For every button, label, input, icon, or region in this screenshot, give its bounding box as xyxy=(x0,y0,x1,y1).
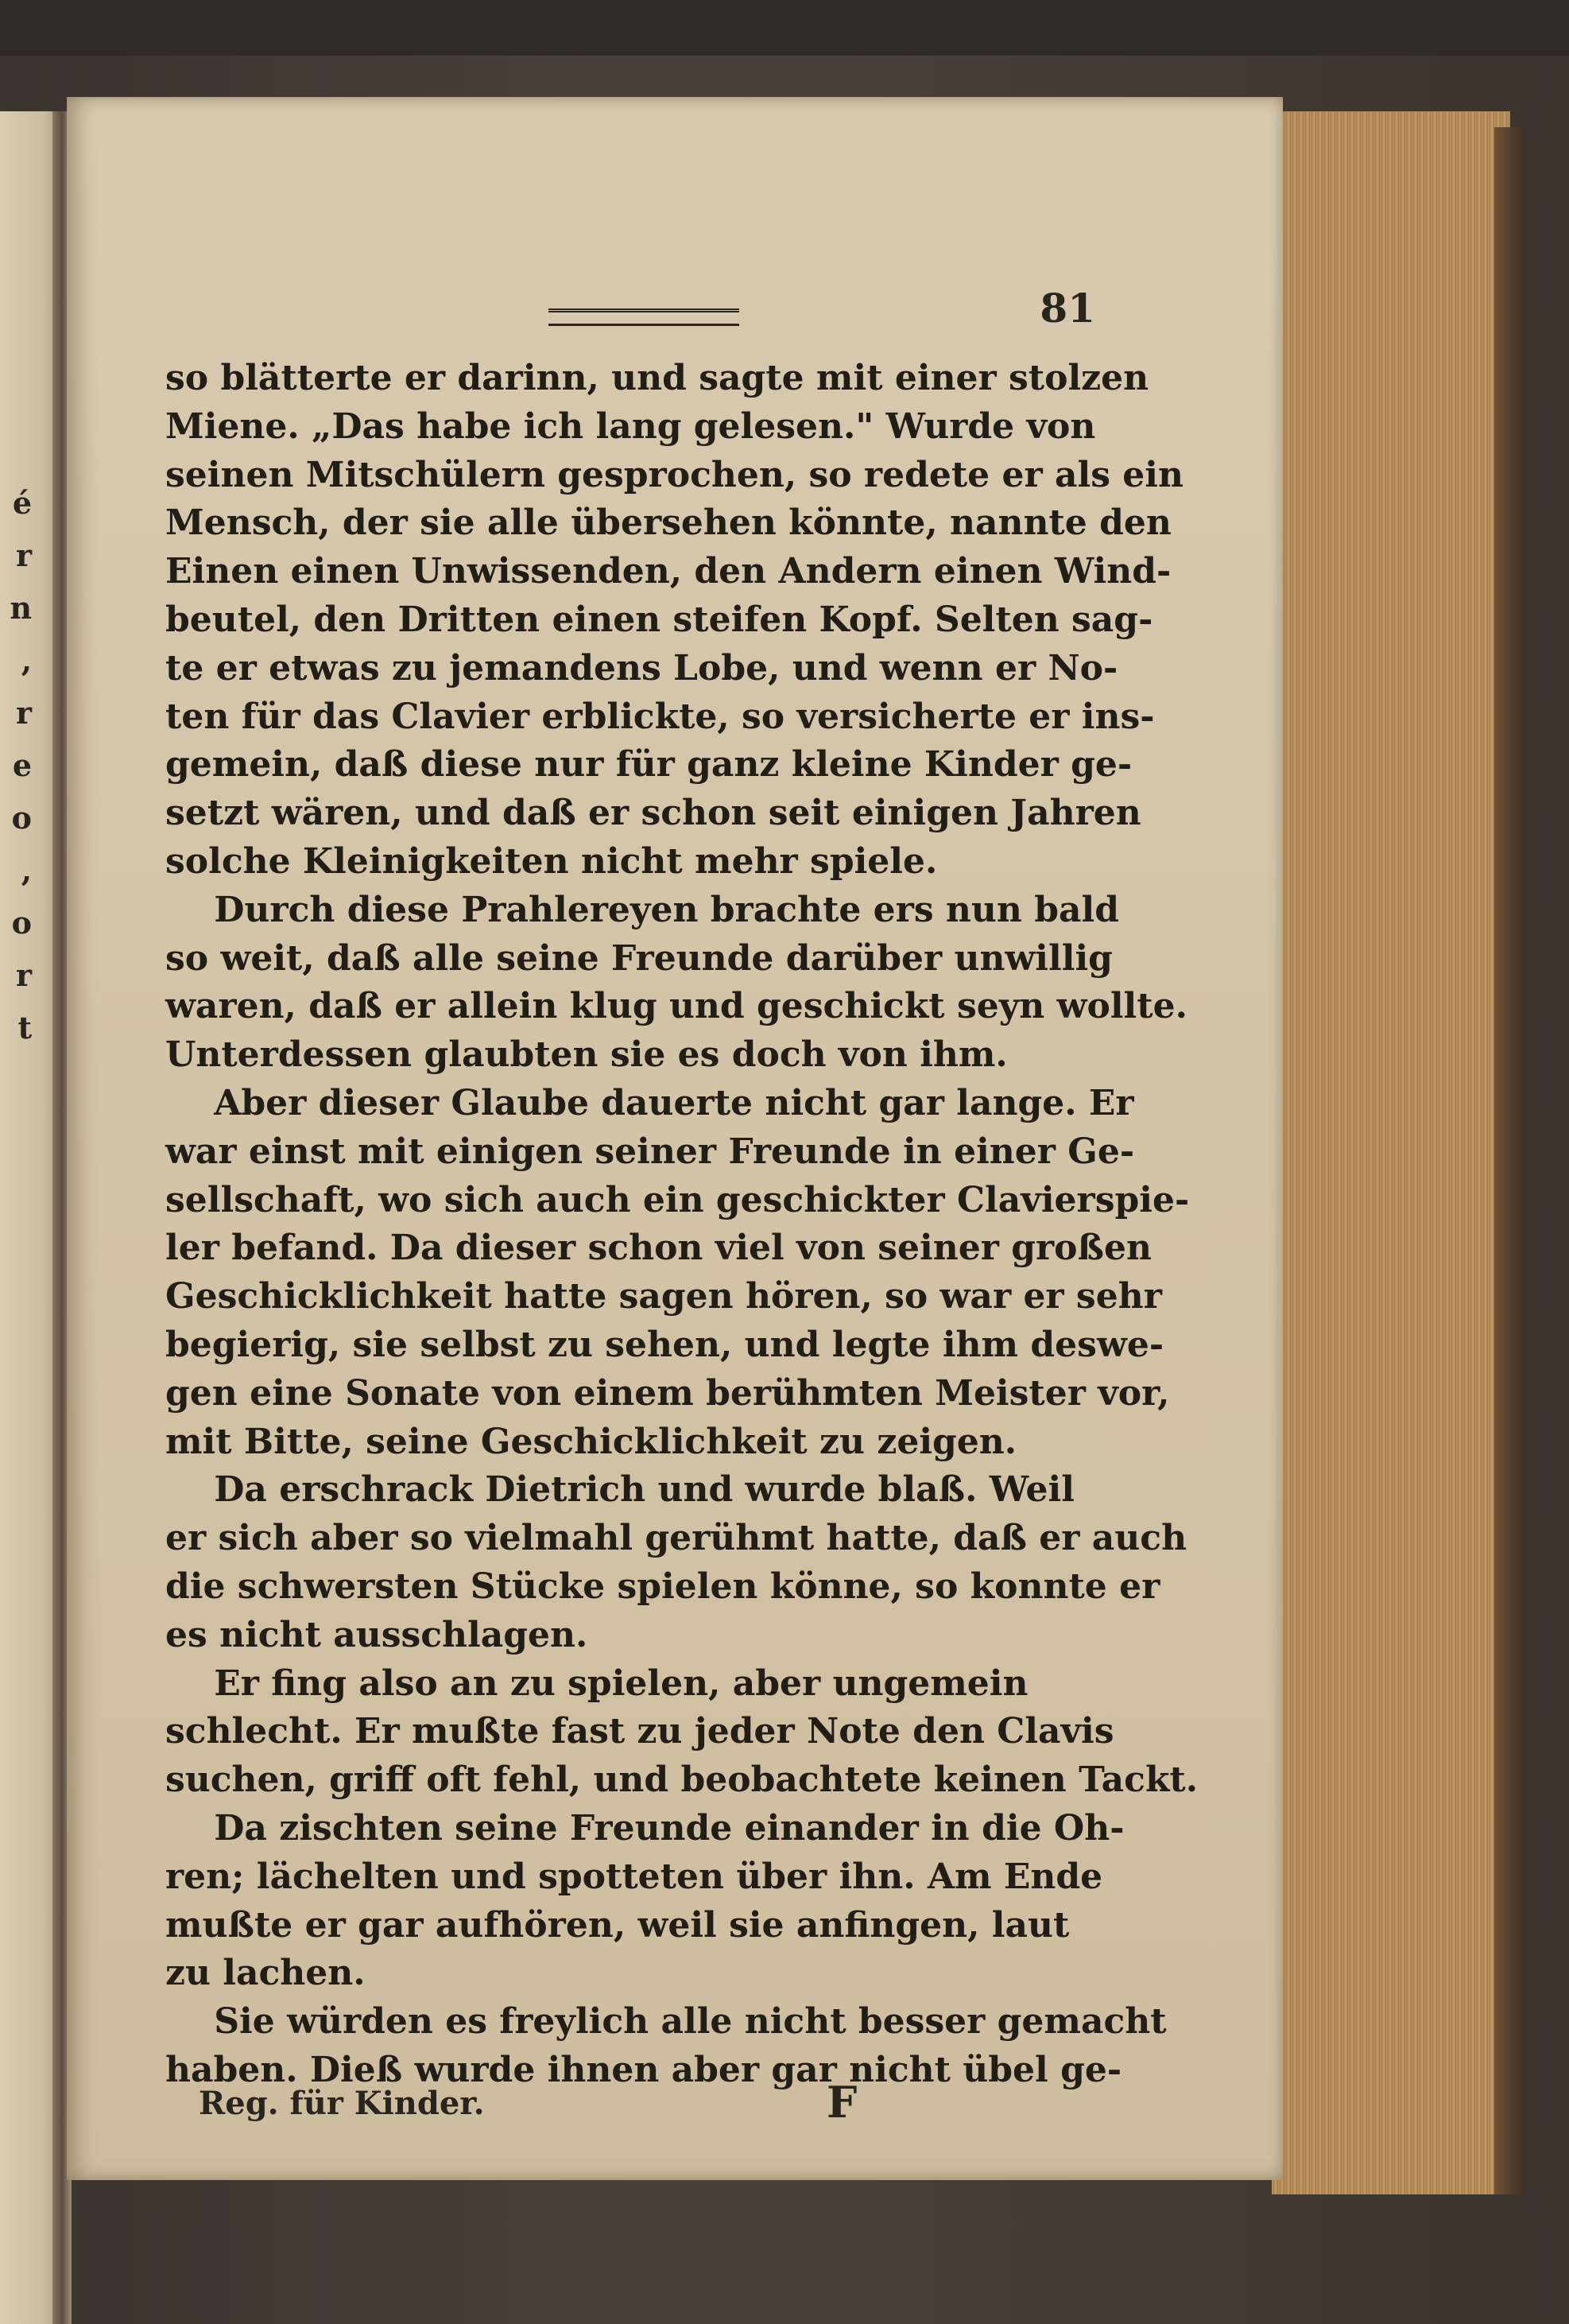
text-line: Durch diese Prahlereyen brachte ers nun bald xyxy=(165,889,1119,930)
text-line: Miene. „Das habe ich lang gelesen." Wurde von xyxy=(165,405,1096,447)
text-line: Aber dieser Glaube dauerte nicht gar lange. Er xyxy=(165,1082,1134,1123)
margin-fragment: o xyxy=(11,905,32,941)
text-line: Mensch, der sie alle übersehen könnte, nannte den xyxy=(165,502,1172,544)
text-line: so weit, daß alle seine Freunde darüber unwillig xyxy=(165,937,1113,979)
text-line: haben. Dieß wurde ihnen aber gar nicht übel ge- xyxy=(165,2049,1122,2090)
text-line: es nicht ausschlagen. xyxy=(165,1614,588,1655)
text-line: gemein, daß diese nur für ganz kleine Kinder ge- xyxy=(165,744,1133,786)
text-line: gen eine Sonate von einem berühmten Meister vor, xyxy=(165,1372,1170,1414)
margin-fragment: , xyxy=(21,642,32,678)
text-line: mußte er gar aufhören, weil sie anfingen, laut xyxy=(165,1904,1070,1946)
margin-fragment: é xyxy=(12,485,32,521)
margin-fragment: o xyxy=(11,800,32,836)
text-line: Er fing also an zu spielen, aber ungemein xyxy=(165,1662,1029,1704)
text-line: Unterdessen glaubten sie es doch von ihm. xyxy=(165,1034,1008,1076)
page-edges xyxy=(1272,111,1510,2194)
text-line: mit Bitte, seine Geschicklichkeit zu zeigen. xyxy=(165,1421,1017,1462)
text-line: setzt wären, und daß er schon seit einigen Jahren xyxy=(165,793,1141,834)
text-line: te er etwas zu jemandens Lobe, und wenn er No- xyxy=(165,647,1118,689)
left-margin-fragments xyxy=(0,477,32,1054)
footer-signature-letter: F xyxy=(827,2077,858,2128)
text-line: die schwersten Stücke spielen könne, so konnte er xyxy=(165,1565,1160,1607)
text-line: er sich aber so vielmahl gerühmt hatte, daß er auch xyxy=(165,1518,1187,1559)
text-line: solche Kleinigkeiten nicht mehr spiele. xyxy=(165,840,938,882)
cover-edge-shadow xyxy=(1494,127,1526,2194)
text-line: Einen einen Unwissenden, den Andern einen Wind- xyxy=(165,551,1172,592)
text-line: zu lachen. xyxy=(165,1953,366,1994)
text-line: so blätterte er darinn, und sagte mit einer stolzen xyxy=(165,358,1149,398)
margin-fragment: r xyxy=(15,957,32,993)
margin-fragment: , xyxy=(21,852,32,888)
text-line: ren; lächelten und spotteten über ihn. Am Ende xyxy=(165,1856,1103,1897)
page-number: 81 xyxy=(1040,285,1095,332)
text-line: Geschicklichkeit hatte sagen hören, so war er sehr xyxy=(165,1276,1162,1317)
text-line: beutel, den Dritten einen steifen Kopf. Selten sag- xyxy=(165,599,1153,640)
text-line: Sie würden es freylich alle nicht besser gemacht xyxy=(165,2001,1167,2043)
text-line: Da erschrack Dietrich und wurde blaß. Weil xyxy=(165,1469,1075,1511)
footer-signature: Reg. für Kinder. xyxy=(199,2085,485,2122)
text-line: sellschaft, wo sich auch ein geschickter Clavierspie- xyxy=(165,1179,1190,1220)
margin-fragment: r xyxy=(15,537,32,573)
text-line: schlecht. Er mußte fast zu jeder Note den Clavis xyxy=(165,1711,1114,1752)
text-line: begierig, sie selbst zu sehen, und legte ihm deswe- xyxy=(165,1324,1164,1365)
margin-fragment: r xyxy=(15,695,32,731)
margin-fragment: e xyxy=(12,747,32,783)
margin-fragment: n xyxy=(10,590,32,626)
text-line: ten für das Clavier erblickte, so versicherte er ins- xyxy=(165,696,1155,737)
header-ornament-rule xyxy=(548,308,739,326)
margin-fragment: t xyxy=(17,1010,32,1046)
text-line: Da zischten seine Freunde einander in die Oh- xyxy=(165,1807,1125,1849)
text-line: suchen, griff oft fehl, und beobachtete keinen Tackt. xyxy=(165,1759,1199,1801)
text-line: war einst mit einigen seiner Freunde in einer Ge- xyxy=(165,1131,1135,1172)
text-line: seinen Mitschülern gesprochen, so redete er als ein xyxy=(165,454,1184,495)
text-line: ler befand. Da dieser schon viel von seiner großen xyxy=(165,1228,1152,1269)
body-text xyxy=(165,355,1199,2095)
text-line: waren, daß er allein klug und geschickt seyn wollte. xyxy=(165,986,1187,1027)
